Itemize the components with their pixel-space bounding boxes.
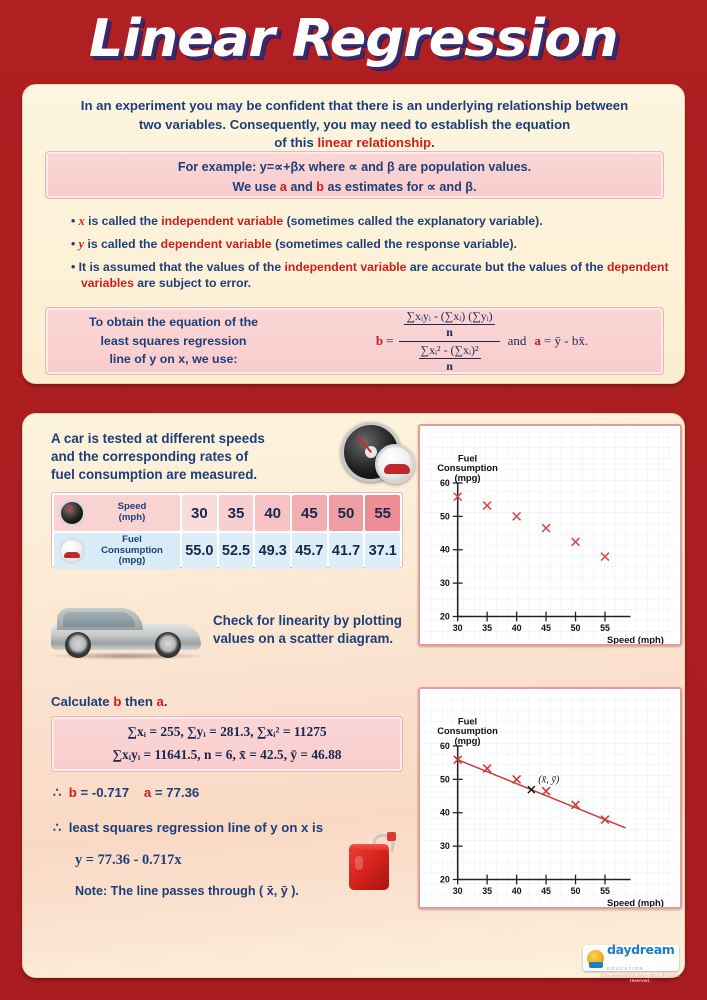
formula-numerator: ∑xᵢyᵢ - (∑xᵢ) (∑yᵢ) <box>406 308 493 323</box>
table-cell-speed-3: 45 <box>292 495 327 531</box>
bullet-0-term: independent variable <box>161 214 284 228</box>
experiment-heading <box>51 430 341 484</box>
copyright-text: ©daydreamEducation 2014 all rights reserved. <box>600 973 680 983</box>
bullet-0-mid: is called the <box>84 214 162 228</box>
x-tick-45: 45 <box>541 886 551 897</box>
regression-plot-chart <box>418 687 682 909</box>
bullet-var-x: x <box>78 214 85 228</box>
daydream-education-logo <box>583 942 679 971</box>
x-tick-50: 50 <box>570 623 581 634</box>
formula-equals: = <box>386 333 394 348</box>
mean-point-label: (x̄, ȳ) <box>538 774 560 786</box>
speedometer-icon-small <box>59 500 85 526</box>
calc-heading-a: Calculate <box>51 694 114 709</box>
scatter-plot-svg <box>420 426 680 644</box>
intro-line3-prefix: of this <box>274 135 318 151</box>
x-tick-35: 35 <box>482 623 493 634</box>
result-a-label: a <box>143 785 152 800</box>
speed-label-text <box>89 502 175 523</box>
x-tick-30: 30 <box>452 623 463 634</box>
fuel-gauge-icon <box>375 444 415 484</box>
bullet-1-term: dependent variable <box>160 237 272 252</box>
bullet-1-mid: is called the <box>84 237 161 252</box>
linear-relationship-highlight: linear relationship <box>317 135 432 151</box>
speed-row-label <box>54 495 180 531</box>
measurements-table <box>51 492 403 568</box>
formula-a-label: a <box>534 333 541 348</box>
formula-numerator-divisor: n <box>446 324 453 339</box>
table-cell-fuel-4: 41.7 <box>329 533 364 569</box>
y-tick-60: 60 <box>440 477 450 488</box>
y-axis-label-line-1: Fuel <box>457 715 478 727</box>
fuel-row-label <box>54 533 180 569</box>
worked-example-panel <box>22 413 685 978</box>
experiment-heading-line-2: and the corresponding rates of <box>51 448 249 464</box>
fuel-gauge-icon-small <box>59 538 85 564</box>
y-tick-50: 50 <box>440 774 450 785</box>
result-coefficients: ∴ b = -0.717 a = 77.36 <box>53 785 200 800</box>
formula-prompt <box>46 313 301 369</box>
petrol-can-highlight <box>355 856 363 870</box>
y-tick-40: 40 <box>440 544 450 555</box>
calc-heading-a-symbol: a <box>156 694 164 709</box>
car-image <box>47 604 207 660</box>
bullet-1-rest: (sometimes called the response variable). <box>271 237 517 252</box>
bullet-2-term2: dependent variables <box>81 260 669 291</box>
y-tick-30: 30 <box>440 578 450 589</box>
table-row <box>54 495 400 531</box>
experiment-heading-line-3: fuel consumption are measured. <box>51 466 258 482</box>
petrol-can-body <box>349 850 389 890</box>
y-axis-label-line-3: (mpg) <box>454 471 481 483</box>
x-tick-45: 45 <box>541 623 551 634</box>
mean-point-note: Note: The line passes through ( x̄, ȳ ). <box>75 884 299 898</box>
car-window <box>63 612 135 627</box>
scatter-plot-chart <box>418 424 682 646</box>
definitions-list <box>71 213 671 298</box>
table-cell-fuel-0: 55.0 <box>182 533 217 569</box>
table-cell-fuel-5: 37.1 <box>365 533 400 569</box>
brand-name: daydream <box>607 942 675 957</box>
intro-line-1: In an experiment you may be confident that there is an underlying relationship between <box>80 98 629 113</box>
x-tick-55: 55 <box>600 623 610 634</box>
estimate-a: a <box>279 180 287 195</box>
daydream-logo-icon <box>587 950 604 967</box>
fuel-label-line-2: Consumption <box>101 544 163 556</box>
y-axis-label-line-2: Consumption <box>437 462 498 474</box>
y-axis-label-line-2: Consumption <box>437 725 498 737</box>
table-cell-fuel-3: 45.7 <box>292 533 327 569</box>
x-axis-label: Speed (mph) <box>606 897 664 907</box>
formula-a-expression: = ȳ - bx̄. <box>543 333 589 348</box>
calc-heading-b-symbol: b <box>113 694 122 709</box>
fuel-label-line-3: (mpg) <box>118 555 146 567</box>
formula-denominator: ∑xᵢ² - (∑xᵢ)² <box>420 342 479 357</box>
summary-statistics-box <box>51 716 403 772</box>
regression-plot-svg <box>420 689 680 907</box>
y-axis-label-line-3: (mpg) <box>454 734 481 746</box>
linearity-instruction <box>213 612 418 648</box>
y-axis-label-line-1: Fuel <box>457 452 478 464</box>
calculate-heading <box>51 694 168 709</box>
list-item <box>71 259 671 291</box>
formula-b-label: b <box>375 333 384 348</box>
calc-heading-c: then <box>121 694 157 709</box>
car-wheel-front <box>65 632 91 658</box>
x-tick-35: 35 <box>482 886 493 897</box>
y-tick-20: 20 <box>440 611 450 622</box>
y-tick-40: 40 <box>440 807 450 818</box>
bullet-2-mid: It is assumed that the values of the <box>78 260 285 275</box>
formula-prompt-line-3: line of y on x, we use: <box>109 352 238 367</box>
page-title: Linear Regression <box>89 9 618 69</box>
formula-fraction <box>399 309 499 374</box>
list-item <box>71 236 671 252</box>
brand-subtitle: EDUCATION <box>607 966 644 971</box>
result-b-value: = -0.717 <box>76 785 130 800</box>
x-tick-55: 55 <box>600 886 610 897</box>
result-a-value: = 77.36 <box>151 785 200 800</box>
calc-heading-e: . <box>163 694 168 709</box>
example-line-1: For example: y=∝+βx where ∝ and β are population values. <box>177 160 532 174</box>
speed-label-line-1: Speed <box>117 501 147 513</box>
formula-numerator-group <box>399 309 499 342</box>
x-tick-40: 40 <box>511 623 522 634</box>
petrol-can-cap <box>387 832 396 841</box>
car-wheel-rear <box>155 632 181 658</box>
table-cell-speed-2: 40 <box>255 495 290 531</box>
result-b-label: b <box>68 785 77 800</box>
estimate-b: b <box>316 180 324 195</box>
table-cell-fuel-1: 52.5 <box>219 533 254 569</box>
example-box <box>45 151 664 199</box>
formula-denominator-divisor: n <box>446 358 453 373</box>
y-tick-60: 60 <box>440 740 450 751</box>
formula-prompt-line-2: least squares regression <box>100 333 247 348</box>
list-item <box>71 213 671 229</box>
example-use-text: We use <box>232 180 280 195</box>
bullet-0-rest: (sometimes called the explanatory variable). <box>283 214 543 228</box>
intro-text <box>37 97 672 153</box>
fuel-label-text <box>89 535 175 567</box>
bullet-2-rest: are accurate but the values of the <box>406 260 607 275</box>
regression-equation: y = 77.36 - 0.717x <box>75 852 182 868</box>
table-cell-speed-1: 35 <box>219 495 254 531</box>
table-cell-speed-5: 55 <box>365 495 400 531</box>
poster-title-bar <box>0 6 707 72</box>
daydream-wordmark <box>607 942 675 974</box>
sums-line-1: ∑xᵢ = 255, ∑yᵢ = 281.3, ∑xᵢ² = 11275 <box>127 724 327 739</box>
intro-line3-suffix: . <box>431 135 435 151</box>
x-axis-label: Speed (mph) <box>606 634 664 644</box>
table-cell-speed-0: 30 <box>182 495 217 531</box>
speed-label-line-2: (mph) <box>118 512 146 523</box>
theory-panel <box>22 84 685 384</box>
example-and-text: and <box>286 180 317 195</box>
formula-expression <box>301 309 663 374</box>
formula-prompt-line-1: To obtain the equation of the <box>88 315 259 330</box>
table-cell-fuel-2: 49.3 <box>255 533 290 569</box>
table-row <box>54 533 400 569</box>
experiment-heading-line-1: A car is tested at different speeds <box>51 431 265 446</box>
bullet-2-term: independent variable <box>284 260 407 275</box>
x-tick-50: 50 <box>570 886 581 897</box>
y-tick-50: 50 <box>440 511 450 522</box>
x-tick-30: 30 <box>452 886 463 897</box>
sums-line-2: ∑xᵢyᵢ = 11641.5, n = 6, x̄ = 42.5, ȳ = 46.88 <box>112 747 342 763</box>
example-tail-text: as estimates for ∝ and β. <box>324 180 477 195</box>
x-tick-40: 40 <box>511 886 522 897</box>
bullet-var-y: y <box>78 237 85 252</box>
regression-formula-box <box>45 307 664 375</box>
intro-line-2: two variables. Consequently, you may need to establish the equation <box>138 116 571 132</box>
example-line-2 <box>46 177 663 197</box>
y-tick-20: 20 <box>440 874 450 885</box>
linearity-line-1: Check for linearity by plotting <box>213 613 402 628</box>
petrol-can-icon <box>345 834 397 892</box>
formula-and: and <box>507 333 527 348</box>
table-cell-speed-4: 50 <box>329 495 364 531</box>
formula-denominator-group <box>399 342 499 374</box>
result-conclusion-text: least squares regression line of y on x is <box>68 820 324 835</box>
y-tick-30: 30 <box>440 841 450 852</box>
result-conclusion: ∴ least squares regression line of y on x is <box>53 820 324 835</box>
bullet-2-rest2: are subject to error. <box>133 276 252 291</box>
fuel-label-line-1: Fuel <box>122 533 142 545</box>
linearity-line-2: values on a scatter diagram. <box>213 631 394 647</box>
